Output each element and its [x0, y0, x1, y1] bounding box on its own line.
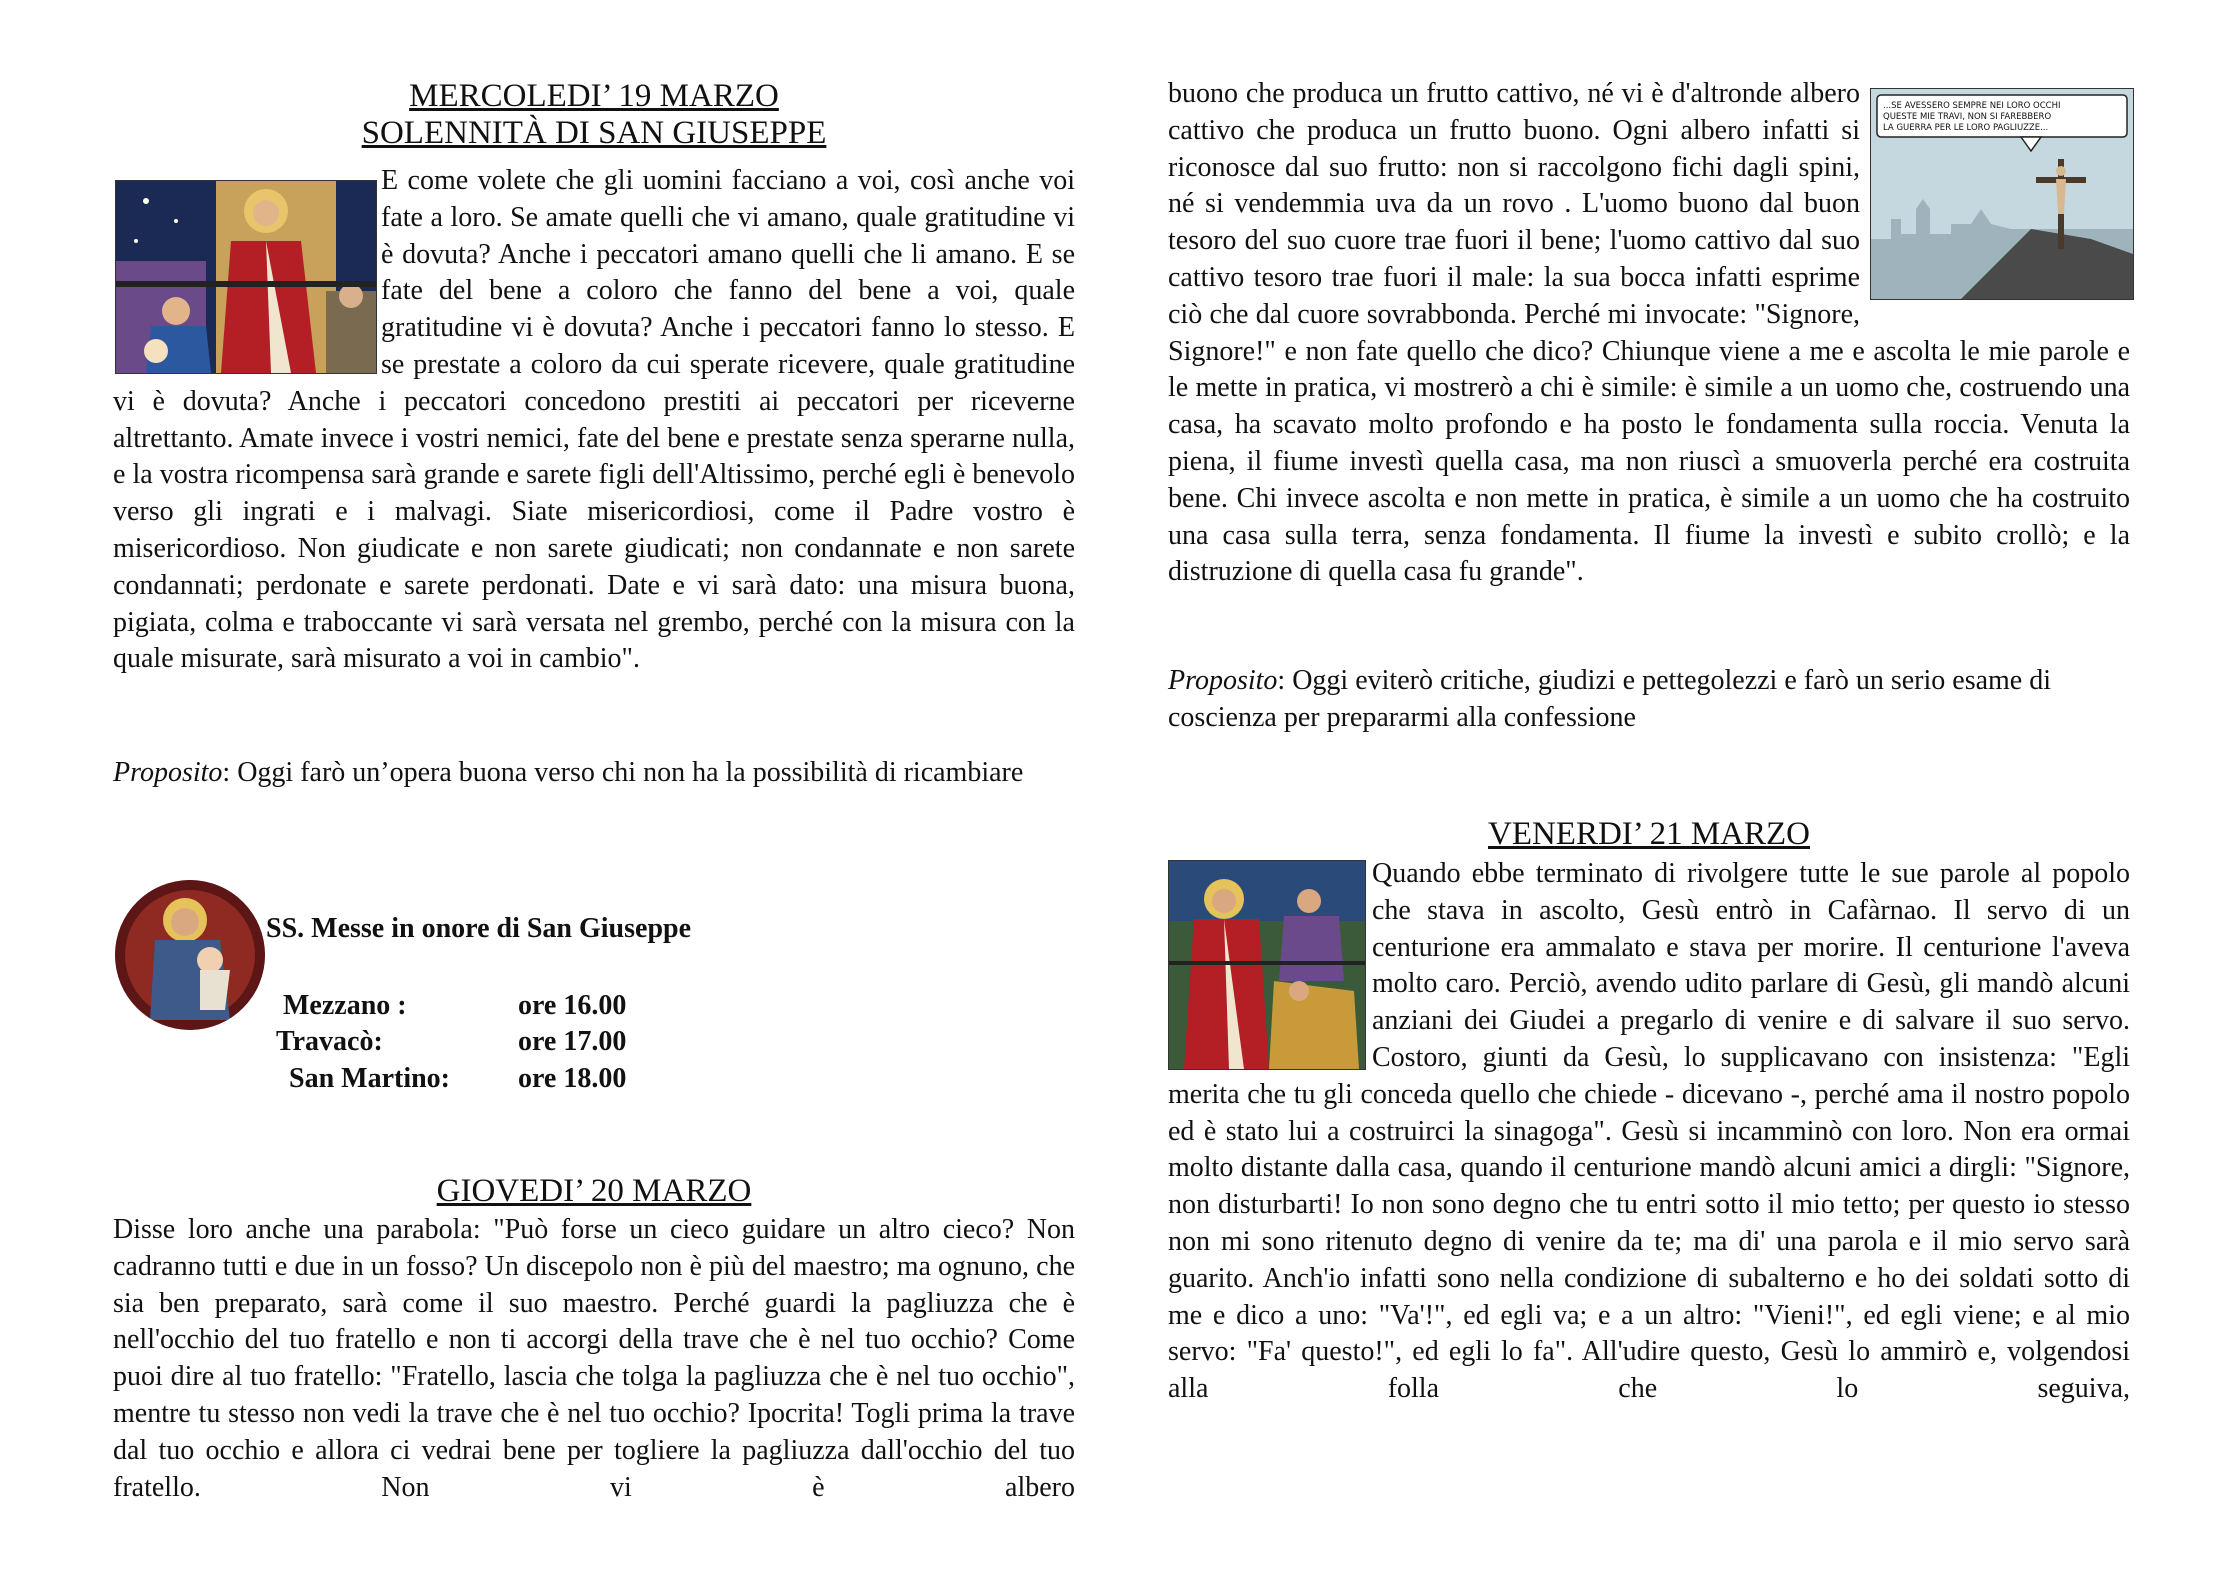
thu-proposito-label: Proposito: [1168, 665, 1278, 696]
wed-proposito-label: Proposito: [113, 757, 223, 788]
thu-title: GIOVEDI’ 20 MARZO: [436, 1173, 752, 1209]
mass-row-travaco-time: ore 17.00: [518, 1026, 627, 1057]
wed-gospel-text: E come volete che gli uomini facciano a voi, così anche voi fate a loro. Se amate quelli che vi amano, quale gratitudine vi è dovuta? Anche i peccatori amano quelli che li amano. E se fate del bene a coloro che fanno del bene a voi, quale gratitudine vi è dovuta? Anche i peccatori fanno lo stesso. E se prestate a coloro da cui sperate ricevere, quale gratitudine vi è dovuta? Anche i peccatori concedono prestiti ai peccatori per riceverne altrettanto. Amate invece i vostri nemici, fate del bene e prestate senza sperarne nulla, e la vostra ricompensa sarà grande e sarete figli dell'Altissimo, perché egli è benevolo verso gli ingrati e i malvagi. Siate misericordiosi, come il Padre vostro è misericordioso. Non giudicate e non sarete giudicati; non condannate e non sarete condannati; perdonate e sarete perdonati. Date e vi sarà dato: una misura buona, pigiata, colma e traboccante vi sarà versata nel grembo, perché con la misura con la quale misurate, sarà misurato a voi in cambio".: [113, 165, 1075, 675]
masses-title: SS. Messe in onore di San Giuseppe: [266, 913, 692, 944]
thu-proposito: [1168, 663, 2130, 737]
cartoon-float-spacer: [1860, 76, 2130, 300]
thu-proposito-text: : Oggi eviterò critiche, giudizi e pettegolezzi e farò un serio esame di coscienza per prepararmi alla confessione: [1168, 665, 2052, 733]
wed-proposito-text: : Oggi farò un’opera buona verso chi non ha la possibilità di ricambiare: [222, 757, 1024, 788]
fri-title: VENERDI’ 21 MARZO: [1487, 816, 1811, 852]
thu-gospel-text: Disse loro anche una parabola: "Può forse un cieco guidare un altro cieco? Non cadranno tutti e due in un fosso? Un discepolo non è più del maestro; ma ognuno, che sia ben preparato, sarà come il suo maestro. Perché guardi la pagliuzza che è nell'occhio del tuo fratello e non ti accorgi della trave che è nel tuo occhio? Come puoi dire al tuo fratello: "Fratello, lascia che tolga la pagliuzza che è nel tuo occhio", mentre tu stesso non vedi la trave che è nel tuo occhio? Ipocrita! Togli prima la trave dal tuo occhio e allora ci vedrai bene per togliere la pagliuzza dall'occhio del tuo fratello. Non vi è albero: [113, 1214, 1075, 1503]
wed-proposito: [113, 755, 1075, 792]
mass-row-mezzano-time: ore 16.00: [518, 990, 627, 1021]
wed-title-1: MERCOLEDI’ 19 MARZO: [409, 78, 779, 114]
svg-text:...SE AVESSERO SEMPRE NEI LORO: ...SE AVESSERO SEMPRE NEI LORO OCCHI: [1883, 101, 2061, 111]
svg-text:QUESTE MIE TRAVI, NON SI FAREB: QUESTE MIE TRAVI, NON SI FAREBBERO: [1883, 112, 2052, 122]
wed-image-float-spacer: [113, 163, 381, 377]
mass-row-travaco-place: Travacò:: [276, 1026, 383, 1057]
st-joseph-medallion-image: [115, 880, 265, 1030]
mass-row-sanmartino-time: ore 18.00: [518, 1063, 627, 1094]
thu-gospel-continuation: buono che produca un frutto cattivo, né vi è d'altronde albero cattivo che produca un frutto buono. Ogni albero infatti si riconosce dal suo frutto: non si raccolgono fichi dagli spini, né si vendemmia uva da un rovo . L'uomo buono dal buon tesoro del suo cuore trae fuori il bene; l'uomo cattivo dal suo cattivo tesoro trae fuori il male: la sua bocca infatti esprime ciò che dal cuore sovrabbonda. Perché mi invocate: "Signore, Signore!" e non fate quello che dico? Chiunque viene a me e ascolta le mie parole e le mette in pratica, vi mostrerò a chi è simile: è simile a un uomo che, costruendo una casa, ha scavato molto profondo e ha posto le fondamenta sulla roccia. Venuta la piena, il fiume investì quella casa, ma non riuscì a smuoverla perché era costruita bene. Chi invece ascolta e non mette in pratica, è simile a un uomo che ha costruito una casa sulla terra, senza fondamenta. Il fiume la investì e subito crollò; e la distruzione di quella casa fu grande".: [1168, 78, 2130, 588]
fri-gospel-text: Quando ebbe terminato di rivolgere tutte le sue parole al popolo che stava in ascolto, Gesù entrò in Cafàrnao. Il servo di un centurione era ammalato e stava per morire. Il centurione l'aveva molto caro. Perciò, avendo udito parlare di Gesù, gli mandò alcuni anziani dei Giudei a pregarlo di venire e di salvare il suo servo. Costoro, giunti da Gesù, lo supplicavano con insistenza: "Egli merita che tu gli conceda quello che chiede - dicevano -, perché ama il nostro popolo ed è stato lui a costruirci la sinagoga". Gesù si incamminò con loro. Non era ormai molto distante dalla casa, quando il centurione mandò alcuni amici a dirgli: "Signore, non disturbarti! Io non sono degno che tu entri sotto il mio tetto; per questo io stesso non mi sono ritenuto degno di venire da te; ma di' una parola e il mio servo sarà guarito. Anch'io infatti sono nella condizione di subalterno e ho dei soldati sotto di me e dico a uno: "Va'!", ed egli va; e a un altro: "Vieni!", ed egli viene; e al mio servo: "Fa' questo!", ed egli lo fa". All'udire questo, Gesù lo ammirò e, volgendosi alla folla che lo seguiva,: [1168, 858, 2130, 1405]
mass-row-sanmartino-place: San Martino:: [289, 1063, 450, 1094]
wed-title-2: SOLENNITÀ DI SAN GIUSEPPE: [361, 115, 827, 151]
mass-row-mezzano-place: Mezzano :: [283, 990, 407, 1021]
centurion-stained-glass-image: [1168, 860, 1366, 1070]
svg-text:LA GUERRA PER LE LORO PAGLIUZZ: LA GUERRA PER LE LORO PAGLIUZZE...: [1883, 123, 2049, 133]
